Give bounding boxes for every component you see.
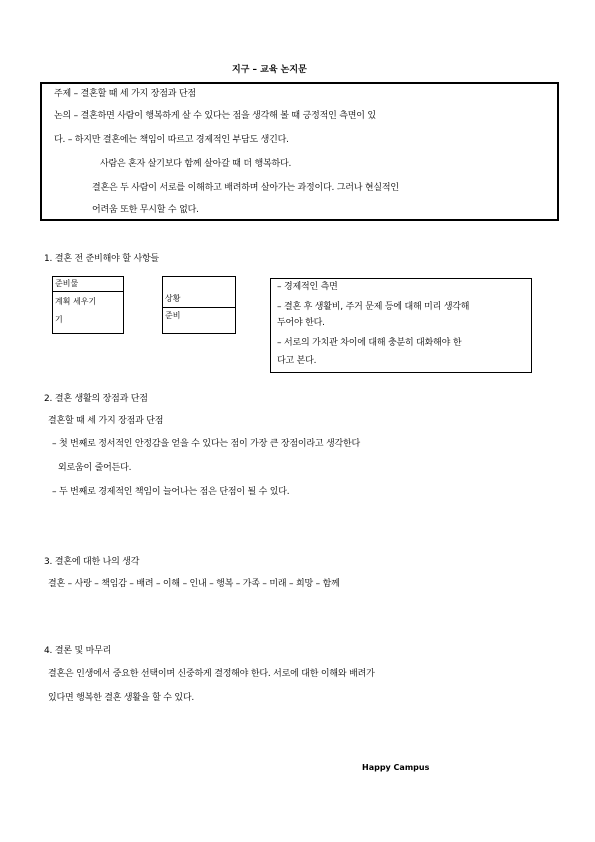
footer-text: Happy Campus	[362, 763, 430, 772]
intro-line: 사람은 혼자 살기보다 함께 살아갈 때 더 행복하다.	[100, 159, 292, 169]
table-divider	[163, 307, 235, 308]
intro-box	[40, 82, 559, 221]
section1-heading: 1. 결혼 전 준비해야 할 사항들	[44, 254, 159, 264]
intro-line: 다. – 하지만 결혼에는 책임이 따르고 경제적인 부담도 생긴다.	[54, 135, 289, 145]
table-cell: 준비물	[55, 279, 79, 288]
document-title: 지구 – 교육 논지문	[232, 65, 307, 75]
section3-heading: 3. 결혼에 대한 나의 생각	[44, 557, 140, 567]
section3-line: 결혼 – 사랑 – 책임감 – 배려 – 이해 – 인내 – 행복 – 가족 – 미래 – 희망 – 함께	[48, 579, 340, 589]
bullet-line: 외로움이 줄어든다.	[58, 463, 132, 473]
intro-line: 어려움 또한 무시할 수 없다.	[92, 205, 199, 215]
intro-line: 결혼은 두 사람이 서로를 이해하고 배려하며 살아가는 과정이다. 그러나 현실적인	[92, 183, 399, 193]
note-line: 다고 본다.	[277, 356, 317, 366]
note-box	[270, 278, 532, 373]
conclusion-line: 있다면 행복한 결혼 생활을 할 수 있다.	[48, 693, 195, 703]
table-cell: 상황	[165, 294, 181, 303]
table-left	[52, 276, 124, 334]
conclusion-line: 결혼은 인생에서 중요한 선택이며 신중하게 결정해야 한다. 서로에 대한 이해와 배려가	[48, 669, 375, 679]
note-line: – 서로의 가치관 차이에 대해 충분히 대화해야 한	[277, 338, 462, 348]
bullet-line: – 첫 번째로 정서적인 안정감을 얻을 수 있다는 점이 가장 큰 장점이라고 생각한다	[52, 439, 361, 449]
note-line: – 경제적인 측면	[277, 282, 338, 292]
intro-line: 주제 – 결혼할 때 세 가지 장점과 단점	[54, 89, 196, 99]
table-cell: 계획 세우기	[55, 297, 97, 306]
table-cell: 기	[55, 315, 63, 324]
section2-heading: 2. 결혼 생활의 장점과 단점	[44, 394, 148, 404]
table-middle	[162, 276, 236, 334]
bullet-line: – 두 번째로 경제적인 책임이 늘어나는 점은 단점이 될 수 있다.	[52, 487, 290, 497]
section4-heading: 4. 결론 및 마무리	[44, 646, 112, 656]
intro-line: 논의 – 결혼하면 사람이 행복하게 살 수 있다는 점을 생각해 볼 때 긍정적인 측면이 있	[54, 111, 376, 121]
table-cell: 준비	[165, 311, 181, 320]
section2-subheading: 결혼할 때 세 가지 장점과 단점	[48, 416, 164, 426]
note-line: 두어야 한다.	[277, 318, 325, 328]
table-divider	[53, 291, 123, 292]
note-line: – 결혼 후 생활비, 주거 문제 등에 대해 미리 생각해	[277, 302, 470, 312]
